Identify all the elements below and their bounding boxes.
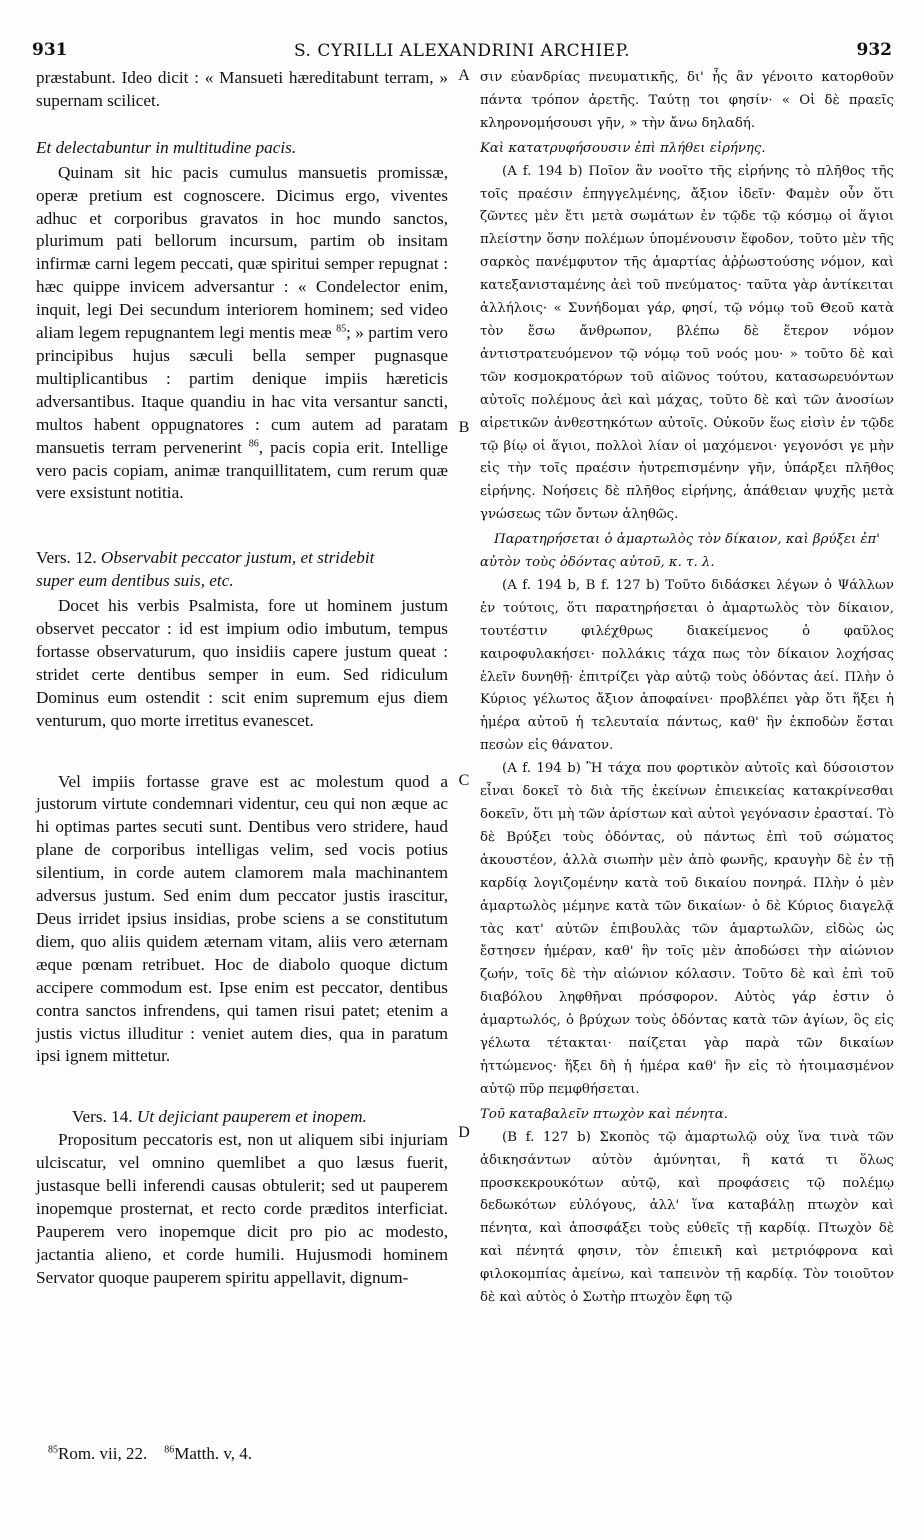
margin-letter: A [458,67,470,84]
latin-paragraph: Vel impiis fortasse grave est ac molestum quod a justorum virtute condemnari videntur, ceu qui non æque ac hi optimas partes secuti sunt. Dentibus vero stridere, haud plane de corporibus intelligas velim, sed vocis potius silentium, in corde autem clamorem mala machinantem adversus justum. Sed enim dum peccator justis irascitur, Deus irridet ipsius insidias, probe sciens a se constitutum diem, quo aliis quidem æternam vitam, aliis vero æternam æque pœnam retribuet. Hoc de diabolo quoque dictum accipere commodum est. Ipse enim est peccator, dentibus contra sanctos infrendens, qui tamen risui patet; etenim a justis victus illuditur : veniet autem dies, qua in paratum ipsi ignem mittetur. [36,771,448,1066]
margin-letter: C [458,772,470,789]
latin-paragraph: Docet his verbis Psalmista, fore ut hominem justum observet peccator : id est impium odio imbutum, tempus fortasse observaturum, quo insidiis capere justum queat : stridet certe dentibus semper in eum. Sed ridiculum Dominus eum ostendit : scit enim supremum ejus diem venturum, quo morte irretitus evanescet. [36,596,448,730]
greek-paragraph: σιν εὐανδρίας πνευματικῆς, δι' ἧς ἂν γένοιτο κατορθοῦν πάντα τρόπον ἀρετῆς. Ταύτῃ τοι φησίν· « Οἱ δὲ πραεῖς κληρονομήσουσι γῆν, » τὴν ἄνω δηλαδή. [480,70,894,131]
margin-letter: B [458,419,470,436]
greek-lemma-heading: Καὶ κατατρυφήσουσιν ἐπὶ πλήθει εἰρήνης. [480,140,766,156]
footnote-text: Rom. vii, 22. [58,1444,148,1463]
page-number-left: 931 [32,40,68,60]
latin-column [36,67,448,1290]
footnote-ref: 86 [248,437,259,449]
running-header [28,40,896,66]
footnotes [48,1444,252,1464]
greek-lemma-heading: Τοῦ καταβαλεῖν πτωχὸν καὶ πένητα. [480,1106,728,1122]
margin-letters [448,67,480,1467]
latin-lemma-heading: Et delectabuntur in multitudine pacis. [36,137,297,157]
greek-column [480,67,894,1310]
greek-lemma-heading: Παρατηρήσεται ὁ ἁμαρτωλὸς τὸν δίκαιον, καὶ βρύξει ἐπ' αὐτὸν τοὺς ὀδόντας αὐτοῦ, κ. τ. λ. [480,532,880,571]
latin-verse-heading: Vers. 12. Observabit peccator justum, et stridebit super eum dentibus suis, etc. [36,548,375,591]
latin-paragraph: Propositum peccatoris est, non ut aliquem sibi injuriam ulciscatur, vel omnino quemlibet a quo læsus fuerit, justasque belli inferendi causas obtulerit; sed ut pauperem inopemque prosternat, et recto corde præditos interficiat. Pauperem vero inopemque dicit pro pio ac modesto, jactantia alieno, et corde humili. Hujusmodi hominem Servator quoque pauperem spiritu appellavit, dignum- [36,1130,448,1287]
greek-paragraph: (A f. 194 b, B f. 127 b) Τοῦτο διδάσκει λέγων ὁ Ψάλλων ἐν τούτοις, ὅτι παρατηρήσεται ὁ ἁμαρτωλὸς τὸν δίκαιον, τουτέστιν φιλέχθρως διακείμενος ὁ φαῦλος καιροφυλακήσει· πολλάκις τάχα πως τὸν δίκαιον λοχήσας ἑλεῖν δυνηθῇ· ἐπιτρίζει γὰρ αὐτῷ τοὺς ὀδόντας ἀεί. Πλὴν ὁ Κύριος γέλωτος ἄξιον ἀποφαίνει· προβλέπει γὰρ ὅτι ἥξει ἡ ἡμέρα αὐτοῦ ἡ τελευταία πάντως, καθ' ἣν ἐκποδὼν ἔσται πεσὼν εἰς θάνατον. [480,577,894,754]
running-title: S. CYRILLI ALEXANDRINI ARCHIEP. [294,41,630,61]
footnote-text: Matth. v, 4. [174,1444,253,1463]
page-number-right: 932 [856,40,892,60]
margin-letter: D [458,1124,470,1141]
greek-paragraph: (B f. 127 b) Σκοπὸς τῷ ἁμαρτωλῷ οὐχ ἵνα τινὰ τῶν ἀδικησάντων αὐτὸν ἀμύνηται, ἢ κατά τι ὅλως προσκεκρουκότων αὐτῷ, καὶ προφάσεις τῷ πολέμῳ δεδωκότων εὐλόγους, ἀλλ' ἵνα καταβάλῃ πτωχὸν καὶ πένητα, καὶ ἀποσφάξει τοὺς εὐθεῖς τῇ καρδίᾳ. Πτωχὸν δὲ καὶ πένητά φησιν, τὸν ἐπιεικῆ καὶ μετριόφρονα καὶ φιλοκομπίας ἀμείνω, καὶ ταπεινὸν τῇ καρδίᾳ. Τὸν τοιοῦτον δὲ καὶ αὐτὸς ὁ Σωτὴρ πτωχὸν ἔφη τῷ [480,1129,894,1306]
footnote-number: 85 [48,1444,58,1456]
footnote-ref: 85 [336,323,347,335]
greek-paragraph: (A f. 194 b) Ἢ τάχα που φορτικὸν αὐτοῖς καὶ δύσοιστον εἶναι δοκεῖ τὸ διὰ τῆς ἐκείνων ἐπιεικείας κατακρίνεσθαι δοκεῖν, ὅτι μὴ τῶν ἀρίστων καὶ αὐτοὶ γεγόνασιν ἐρασταί. Τὸ δὲ Βρύξει τοὺς ὀδόντας, οὐ πάντως ἐπὶ τοῦ σώματος ἀκουστέον, ἀλλὰ σιωπὴν μὲν ἀπὸ φωνῆς, κραυγὴν δὲ ἐν τῇ καρδίᾳ λογιζομένην κατὰ τοῦ δικαίου πονηρά. Πλὴν ὁ μὲν ἁμαρτωλὸς μέμηνε κατὰ τῶν δικαίων· ὁ δὲ Κύριος διαγελᾷ τὰς κατ' αὐτῶν ἐπιβουλὰς τῶν ἁμαρτωλῶν, εἰδὼς ὡς ἔστησεν ἡμέραν, καθ' ἣν τοῖς μὲν ἀποδώσει τὴν αἰώνιον ζωήν, τοῖς δὲ τὴν αἰώνιον κόλασιν. Τοῦτο δὲ καὶ ἐπὶ τοῦ διαβόλου ληφθῆναι πρόσφορον. Αὐτὸς γάρ ἐστιν ὁ ἁμαρτωλός, ὁ βρύχων τοὺς ὀδόντας κατὰ τῶν ἁγίων, ὃς εἰς γέλωτα τέτακται· παίζεται γὰρ παρὰ τῶν δικαίων ἡττώμενος· ἥξει δὴ ἡ ἡμέρα καθ' ἣν εἰς τὸ ἡτοιμασμένον αὐτῷ πῦρ πεμφθήσεται. [480,761,894,1097]
footnote-number: 86 [164,1444,175,1456]
latin-paragraph: præstabunt. Ideo dicit : « Mansueti hæreditabunt terram, » supernam scilicet. [36,68,448,110]
latin-paragraph: Quinam sit hic pacis cumulus mansuetis promissæ, operæ pretium est cognoscere. Dicimus ergo, viventes adhuc et corporibus gravatos in hoc mundo sanctos, plurimum pati bellorum incursum, partim ob insitam infirmæ carni legem peccati, quæ spiritui semper repugnat : hæc quippe invicem adversantur : « Condelector enim, inquit, legi Dei secundum interiorem hominem; sed video aliam legem repugnantem legi mentis meæ $^{85}$; » partim vero principibus hujus sæculi bella semper pugnasque multiplicantibus : partim denique impiis hæreticis adversantibus. Itaque quandiu in hac vita versantur sancti, multos habent oppugnatores : cum autem ad paratam mansuetis terram pervenerint $^{86}$, pacis copia erit. Intellige vero pacis copiam, animæ tranquillitatem, cum rerum quæ vere exsistunt notitia. [36,162,448,503]
latin-verse-heading: Vers. 14. Ut dejiciant pauperem et inopem. [72,1107,367,1127]
greek-paragraph: (A f. 194 b) Ποῖον ἂν νοοῖτο τῆς εἰρήνης τὸ πλῆθος τῆς τοῖς πραέσιν ἐπηγγελμένης, ἄξιον ἰδεῖν· Φαμὲν οὖν ὅτι ζῶντες μὲν ἔτι μετὰ σωμάτων ἐν τῷδε τῷ κόσμῳ οἱ ἅγιοι πλείστην ὅσην πολέμων ὑπομένουσιν ἔφοδον, τοῦτο μὲν τῆς σαρκὸς πανέμφυτον τῆς ἁμαρτίας ἀῤῥωστούσης νόμον, καὶ κατεξανισταμένης ἀεὶ τοῦ πνεύματος· ταῦτα γὰρ ἀντίκειται ἀλλήλοις· « Συνήδομαι γάρ, φησί, τῷ νόμῳ τοῦ Θεοῦ κατὰ τὸν ἔσω ἄνθρωπον, βλέπω δὲ ἕτερον νόμον ἀντιστρατευόμενον τῷ νόμῳ τοῦ νοός μου· » τοῦτο δὲ καὶ τῶν κοσμοκρατόρων τοῦ αἰῶνος τούτου, κατασωρευόντων αὐτοῖς πολέμους ἀεὶ καὶ μάχας, τοῦτο δὲ καὶ τῶν ἀνοσίων αἱρετικῶν ἀνθεστηκότων αὐτοῖς. Οὐκοῦν ἕως εἰσὶν ἐν τῷδε τῷ βίῳ οἱ ἅγιοι, πολλοὶ λίαν οἱ μαχόμενοι· γεγονόσι γε μὴν εἰς τὴν τοῖς πραέσιν ἠυτρεπισμένην γῆν, ὑπάρξει πλῆθος εἰρήνης. Νοήσεις δὲ πλῆθος εἰρήνης, ἀπάθειαν ψυχῆς μετὰ γνώσεως τῶν ὄντων ἀληθῶς. [480,163,894,523]
